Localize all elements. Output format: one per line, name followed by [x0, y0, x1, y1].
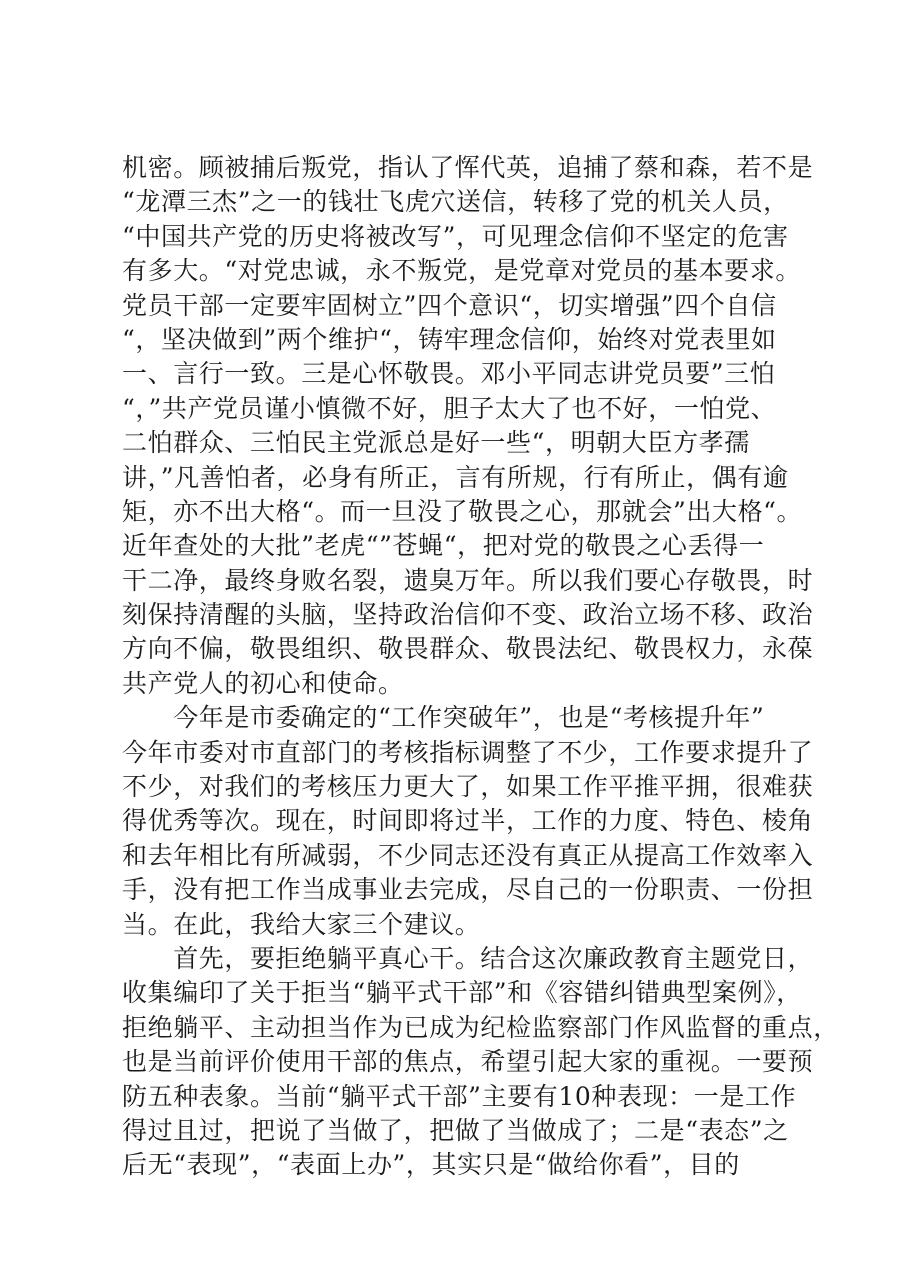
text-line: 一、言行一致。三是心怀敬畏。邓小平同志讲党员要”三怕: [122, 359, 776, 389]
text-line: 拒绝躺平、主动担当作为已成为纪检监察部门作风监督的重点，: [122, 1012, 839, 1042]
text-line: 刻保持清醒的头脑，坚持政治信仰不变、政治立场不移、政治: [122, 600, 814, 630]
text-line: 也是当前评价使用干部的焦点，希望引起大家的重视。一要预: [122, 1047, 814, 1077]
text-line: 干二净，最终身败名裂，遗臭万年。所以我们要心存敬畏，时: [122, 565, 814, 595]
text-line: 得优秀等次。现在，时间即将过半，工作的力度、特色、棱角: [122, 806, 814, 836]
text-line: “中国共产党的历史将被改写”，可见理念信仰不坚定的危害: [122, 221, 789, 251]
text-line: 二怕群众、三怕民主党派总是好一些“，明朝大臣方孝孺: [122, 428, 750, 458]
paragraph-start-line: 今年是市委确定的“工作突破年”，也是“考核提升年”: [122, 703, 765, 733]
text-line: 手，没有把工作当成事业去完成，尽自己的一份职责、一份担: [122, 875, 814, 905]
text-line: “，坚决做到”两个维护“，铸牢理念信仰，始终对党表里如: [122, 324, 777, 354]
text-line: 后无“表现”，“表面上办”，其实只是“做给你看”，目的: [122, 1150, 740, 1180]
text-line: 机密。顾被捕后叛党，指认了恽代英，追捕了蔡和森，若不是: [122, 153, 814, 182]
text-line: 讲，”凡善怕者，必身有所正，言有所规，行有所止，偶有逾: [122, 462, 789, 492]
text-line: 共产党人的初心和使命。: [122, 668, 404, 698]
text-line: 和去年相比有所减弱，不少同志还没有真正从提高工作效率入: [122, 840, 814, 870]
text-line: 收集编印了关于拒当“躺平式干部”和《容错纠错典型案例》，: [122, 978, 802, 1008]
text-line: 当。在此，我给大家三个建议。: [122, 909, 481, 939]
text-line: 有多大。“对党忠诚，永不叛党，是党章对党员的基本要求。: [122, 256, 801, 286]
text-line: 党员干部一定要牢固树立”四个意识“，切实增强”四个自信: [122, 290, 777, 320]
text-line: 近年查处的大批”老虎“”苍蝇“，把对党的敬畏之心丢得一: [122, 531, 765, 561]
text-line: 得过且过，把说了当做了，把做了当做成了；二是“表态”之: [122, 1115, 789, 1145]
text-line: “龙潭三杰”之一的钱壮飞虎穴送信，转移了党的机关人员，: [122, 187, 789, 217]
body-text: [122, 151, 839, 1183]
text-line: “，”共产党员谨小慎微不好，胆子太大了也不好，一怕党、: [122, 393, 777, 423]
text-line: 今年市委对市直部门的考核指标调整了不少，工作要求提升了: [122, 737, 814, 767]
text-line: 防五种表象。当前“躺平式干部”主要有10种表现：一是工作: [122, 1081, 797, 1111]
text-line: 不少，对我们的考核压力更大了，如果工作平推平拥，很难获: [122, 772, 814, 802]
paragraph-start-line: 首先，要拒绝躺平真心干。结合这次廉政教育主题党日，: [122, 943, 814, 973]
text-line: 方向不偏，敬畏组织、敬畏群众、敬畏法纪、敬畏权力，永葆: [122, 634, 814, 664]
text-line: 矩，亦不出大格“。而一旦没了敬畏之心，那就会”出大格“。: [122, 496, 803, 526]
